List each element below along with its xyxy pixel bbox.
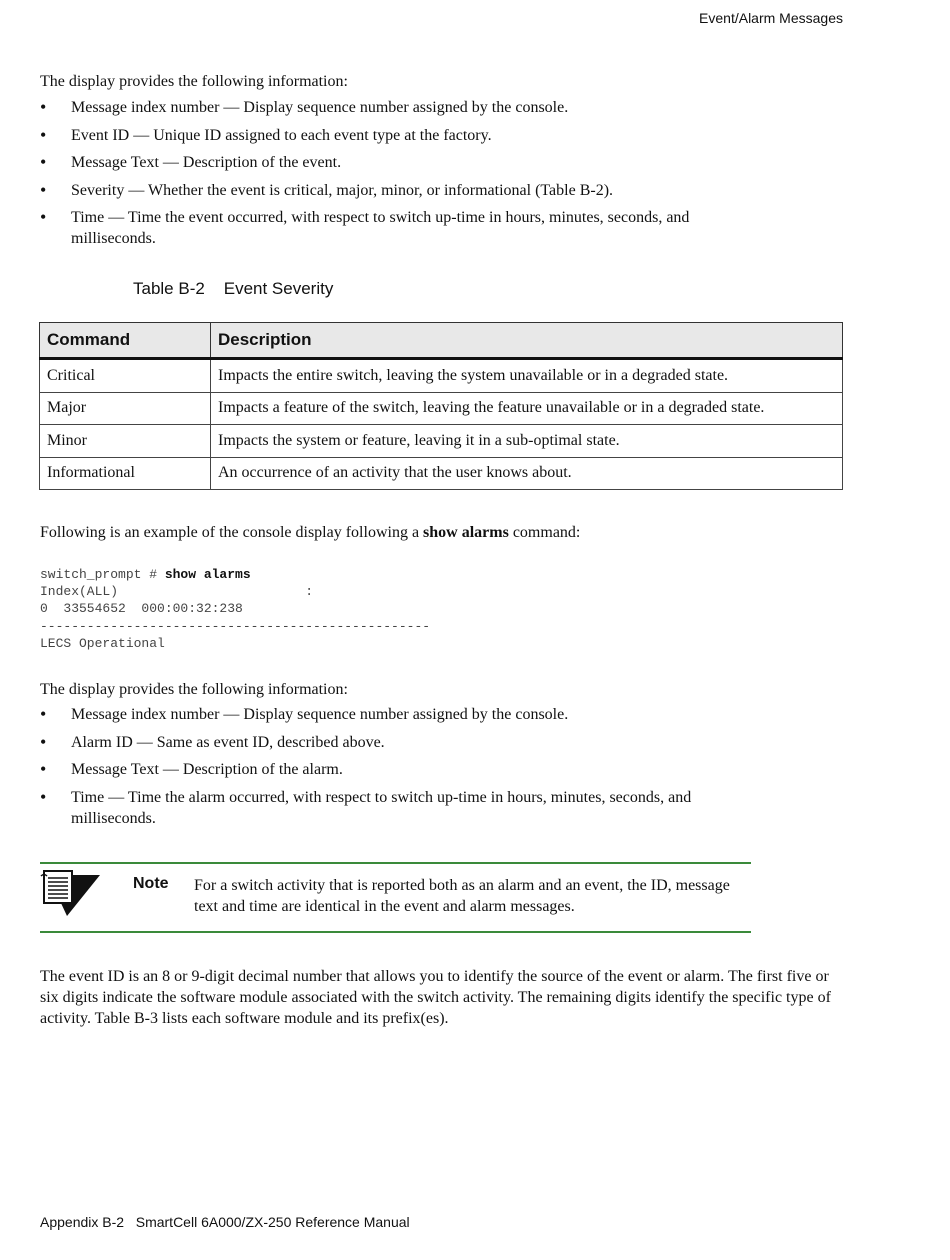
note-label: Note [133, 875, 169, 892]
table-row [40, 359, 843, 393]
table-caption [133, 279, 333, 299]
console-command: show alarms [164, 567, 251, 582]
example-text-after: command: [508, 524, 581, 541]
running-footer [40, 1214, 410, 1230]
column-header-command: Command [40, 323, 211, 359]
table-cell: Impacts a feature of the switch, leaving the feature unavailable or in a degraded state. [211, 392, 843, 425]
table-row [40, 392, 843, 425]
example-intro [40, 522, 580, 543]
list-item: • Event ID — Unique ID assigned to each event type at the factory. [40, 125, 760, 146]
note-bottom-rule [40, 931, 751, 933]
event-info-list [40, 97, 760, 256]
table-cell: An occurrence of an activity that the user knows about. [211, 457, 843, 490]
list-item: • Message index number — Display sequence number assigned by the console. [40, 704, 760, 725]
table-cell: Critical [40, 359, 211, 393]
table-header-row [40, 323, 843, 359]
note-icon [40, 870, 102, 918]
section2-intro: The display provides the following information: [40, 681, 348, 698]
console-line: -------------------------------------------------- [40, 618, 431, 634]
event-severity-table [39, 322, 843, 490]
table-cell: Informational [40, 457, 211, 490]
table-caption-number: Table B-2 [133, 279, 205, 298]
list-item: • Time — Time the alarm occurred, with respect to switch up-time in hours, minutes, seconds, and milliseconds. [40, 787, 760, 829]
table-caption-title: Event Severity [223, 279, 334, 298]
example-command: show alarms [423, 524, 509, 541]
list-item: • Alarm ID — Same as event ID, described above. [40, 732, 760, 753]
event-id-paragraph: The event ID is an 8 or 9-digit decimal number that allows you to identify the source of the event or alarm. The first five or six digits indicate the software module associated with the switch activity. The remaining digits identify the specific type of activity. Table B-3 lists each software module and its prefix(es). [40, 968, 831, 1027]
table-row [40, 457, 843, 490]
table-cell: Impacts the entire switch, leaving the system unavailable or in a degraded state. [211, 359, 843, 393]
list-item: • Message Text — Description of the alarm. [40, 759, 760, 780]
running-header: Event/Alarm Messages [699, 10, 843, 26]
table-cell: Impacts the system or feature, leaving it in a sub-optimal state. [211, 425, 843, 458]
note-text: For a switch activity that is reported both as an alarm and an event, the ID, message text and time are identical in the event and alarm messages. [194, 877, 730, 915]
example-text-before: Following is an example of the console display following a [40, 524, 424, 541]
footer-manual: SmartCell 6A000/ZX-250 Reference Manual [135, 1214, 410, 1230]
console-line: LECS Operational [40, 635, 165, 651]
table-cell: Major [40, 392, 211, 425]
list-item: • Severity — Whether the event is critical, major, minor, or informational (Table B-2). [40, 180, 760, 201]
console-line: 0 33554652 000:00:32:238 [40, 601, 243, 617]
list-item: • Message index number — Display sequence number assigned by the console. [40, 97, 760, 118]
column-header-description: Description [211, 323, 843, 359]
console-output [40, 566, 430, 652]
footer-page: Appendix B-2 [40, 1214, 125, 1230]
table-cell: Minor [40, 425, 211, 458]
alarm-info-list [40, 704, 760, 835]
section1-intro: The display provides the following information: [40, 73, 348, 90]
console-prompt: switch_prompt # [40, 567, 165, 582]
list-item: • Message Text — Description of the event. [40, 152, 760, 173]
table-row [40, 425, 843, 458]
note-top-rule [40, 862, 751, 864]
list-item: • Time — Time the event occurred, with respect to switch up-time in hours, minutes, seconds, and milliseconds. [40, 207, 760, 249]
console-line: Index(ALL) : [40, 584, 314, 600]
